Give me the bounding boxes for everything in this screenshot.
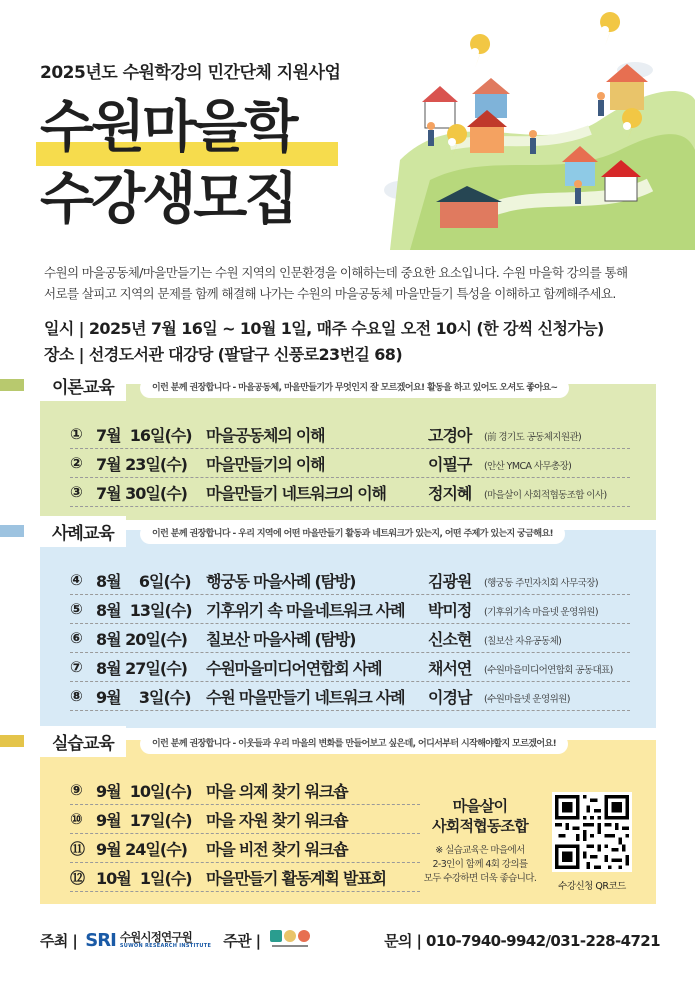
speaker-role: (수원마을미디어연합회 공동대표): [484, 665, 613, 676]
note-line-3: 모두 수강하면 더욱 좋습니다.: [423, 873, 537, 884]
qr-caption: 수강신청 QR코드: [558, 881, 626, 892]
registration-qr-code[interactable]: [552, 792, 632, 872]
section-description: 이런 분께 권장합니다 - 이웃들과 우리 마을의 변화를 만들어보고 싶은데, 어디서부터 시작해야할지 모르겠어요!: [140, 734, 568, 754]
lecture-number: ②: [70, 454, 83, 472]
lecture-number: ⑩: [70, 810, 83, 828]
lecture-row: [70, 420, 630, 449]
lecture-date: 8월 27일(수): [96, 658, 187, 678]
lecture-topic: 수원마을미디어연합회 사례: [206, 658, 382, 678]
venue-info: 장소 | 선경도서관 대강당 (팔달구 신풍로23번길 68): [44, 345, 403, 364]
lecture-number: ⑫: [70, 868, 86, 887]
lecture-topic: 행궁동 마을사례 (탐방): [206, 571, 356, 591]
lecture-row: [70, 682, 630, 711]
lecture-row: [70, 653, 630, 682]
lecture-number: ⑦: [70, 658, 83, 676]
schedule-info: 일시 | 2025년 7월 16일 ~ 10월 1일, 매주 수요일 오전 10시 (한 강씩 신청가능): [44, 319, 604, 338]
lecture-speaker: 정지혜: [428, 483, 472, 503]
lecture-row: [70, 834, 420, 863]
lecture-date: 7월 30일(수): [96, 483, 187, 503]
lecture-list: [70, 420, 630, 507]
speaker-role: (칠보산 자유공동체): [484, 636, 562, 647]
lecture-date: 10월 1일(수): [96, 868, 192, 888]
lecture-date: 9월 24일(수): [96, 839, 187, 859]
sri-english-name: SUWON RESEARCH INSTITUTE: [119, 943, 212, 949]
lecture-topic: 수원 마을만들기 네트워크 사례: [206, 687, 405, 707]
lecture-list: [70, 776, 420, 892]
lecture-number: ④: [70, 571, 83, 589]
note-line-1: ※ 실습교육은 마을에서: [435, 845, 525, 856]
section-label: 실습교육: [24, 726, 126, 757]
lecture-date: 7월 23일(수): [96, 454, 187, 474]
speaker-role: (마을살이 사회적협동조합 이사): [484, 490, 607, 501]
lecture-date: 9월 3일(수): [96, 687, 191, 707]
lecture-row: [70, 595, 630, 624]
sri-mark: SRI: [85, 929, 116, 951]
speaker-role: (행궁동 주민자치회 사무국장): [484, 578, 598, 589]
lecture-topic: 마을만들기 활동계획 발표회: [206, 868, 386, 888]
lecture-number: ①: [70, 425, 83, 443]
lecture-topic: 기후위기 속 마을네트워크 사례: [206, 600, 405, 620]
lecture-date: 7월 16일(수): [96, 425, 192, 445]
lecture-date: 8월 6일(수): [96, 571, 191, 591]
lecture-row: [70, 478, 630, 507]
lecture-row: [70, 566, 630, 595]
section-tab: [0, 518, 126, 544]
speaker-role: (안산 YMCA 사무총장): [484, 461, 572, 472]
practice-note: [410, 844, 550, 886]
section-tab: [0, 728, 126, 754]
lecture-topic: 마을만들기 네트워크의 이해: [206, 483, 386, 503]
lecture-topic: 마을공동체의 이해: [206, 425, 325, 445]
lecture-row: [70, 776, 420, 805]
maeulsari-logo: [268, 926, 312, 954]
footer: [40, 928, 660, 952]
maeulsari-logo-icon: [268, 926, 312, 950]
intro-line-1: 수원의 마을공동체/마을만들기는 수원 지역의 인문환경을 이해하는데 중요한 요소입니다. 수원 마을학 강의를 통해: [44, 265, 628, 280]
lecture-speaker: 고경아: [428, 425, 472, 445]
lecture-speaker: 이필구: [428, 454, 472, 474]
sri-name: 수원시정연구원: [119, 930, 192, 944]
lecture-speaker: 이경남: [428, 687, 472, 707]
lecture-topic: 마을만들기의 이해: [206, 454, 325, 474]
lecture-date: 8월 13일(수): [96, 600, 192, 620]
title-line-1: 수원마을학: [40, 95, 296, 160]
lecture-date: 9월 17일(수): [96, 810, 192, 830]
host-label: 주최 |: [40, 931, 78, 950]
intro-text: [44, 262, 664, 304]
speaker-role: (수원마을넷 운영위원): [484, 694, 570, 705]
lecture-number: ⑪: [70, 839, 86, 858]
sri-text: [120, 931, 211, 949]
practice-organizer: [410, 796, 550, 886]
lecture-row: [70, 805, 420, 834]
organizer-name-line-2: 사회적협동조합: [432, 817, 528, 835]
case-section: [40, 523, 656, 728]
speaker-role: (기후위기속 마을넷 운영위원): [484, 607, 598, 618]
lecture-number: ⑧: [70, 687, 83, 705]
lecture-topic: 마을 의제 찾기 워크숍: [206, 781, 348, 801]
subtitle: 2025년도 수원학강의 민간단체 지원사업: [40, 63, 341, 83]
village-illustration: [370, 10, 695, 250]
speaker-role: (前 경기도 공동체지원관): [484, 432, 582, 443]
lecture-speaker: 채서연: [428, 658, 472, 678]
lecture-date: 8월 20일(수): [96, 629, 187, 649]
lecture-speaker: 박미정: [428, 600, 472, 620]
organizer-label: 주관 |: [223, 931, 261, 950]
lecture-topic: 마을 자원 찾기 워크숍: [206, 810, 348, 830]
lecture-list: [70, 566, 630, 711]
lecture-topic: 마을 비전 찾기 워크숍: [206, 839, 348, 859]
practice-section: [40, 733, 656, 904]
lecture-speaker: 신소현: [428, 629, 472, 649]
lecture-number: ③: [70, 483, 83, 501]
section-label: 이론교육: [24, 370, 126, 401]
sri-logo: [85, 930, 211, 951]
organizer-name-line-1: 마을살이: [452, 797, 508, 815]
lecture-number: ⑥: [70, 629, 83, 647]
lecture-row: [70, 624, 630, 653]
section-label: 사례교육: [24, 516, 126, 547]
theory-section: [40, 377, 656, 520]
title-line-2: 수강생모집: [40, 167, 296, 232]
intro-line-2: 서로를 살피고 지역의 문제를 함께 해결해 나가는 수원의 마을공동체 마을만들기 특성을 이해하고 함께해주세요.: [44, 286, 616, 301]
qr-code-icon: [555, 795, 629, 869]
section-tab: [0, 372, 126, 398]
lecture-row: [70, 863, 420, 892]
lecture-topic: 칠보산 마을사례 (탐방): [206, 629, 356, 649]
note-line-2: 2-3인이 함께 4회 강의를: [432, 859, 528, 870]
lecture-speaker: 김광원: [428, 571, 472, 591]
lecture-number: ⑨: [70, 781, 83, 799]
section-description: 이런 분께 권장합니다 - 마을공동체, 마을만들기가 무엇인지 잘 모르겠어요! 활동을 하고 있어도 오셔도 좋아요~: [140, 378, 569, 398]
lecture-date: 9월 10일(수): [96, 781, 192, 801]
lecture-row: [70, 449, 630, 478]
section-description: 이런 분께 권장합니다 - 우리 지역에 어떤 마을만들기 활동과 네트워크가 있는지, 어떤 주제가 있는지 궁금해요!: [140, 524, 565, 544]
contact-info: 문의 | 010-7940-9942/031-228-4721: [384, 931, 660, 950]
lecture-number: ⑤: [70, 600, 83, 618]
